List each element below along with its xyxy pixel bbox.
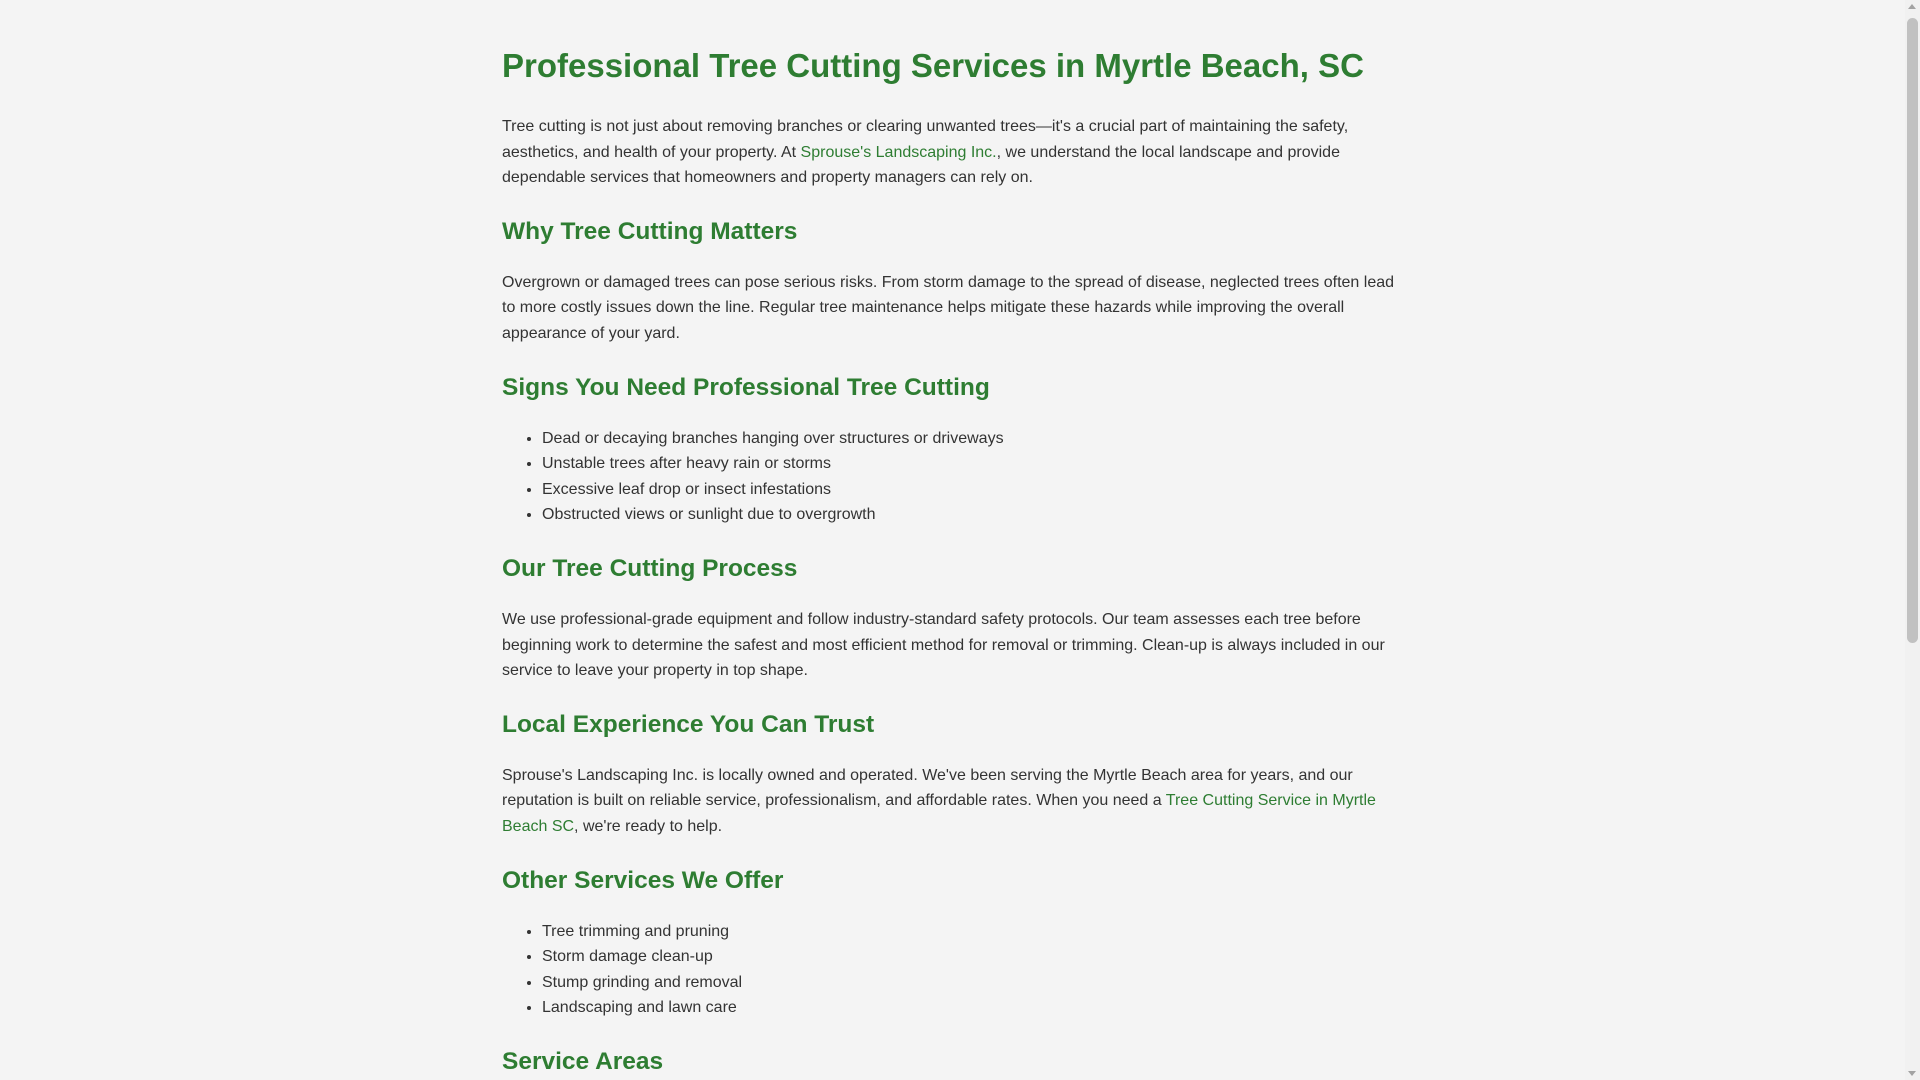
other-services-heading: Other Services We Offer [502, 866, 784, 894]
list-item: • Storm damage clean-up [542, 944, 1402, 970]
scrollbar-thumb[interactable] [1907, 18, 1918, 643]
local-experience-paragraph [502, 763, 1402, 840]
service-areas-heading: Service Areas [502, 1047, 664, 1075]
local-experience-heading: Local Experience You Can Trust [502, 710, 875, 738]
intro-text-after-link: , we understand the local landscape and provide dependable services that homeowners and property managers can rely on. [502, 143, 1340, 187]
process-paragraph: We use professional-grade equipment and follow industry-standard safety protocols. Our team assesses each tree before beginning work to determine the safest and most efficient method for removal or trimming. Clean-up is always included in our service to leave your property in top shape. [502, 610, 1385, 680]
scroll-up-arrow-icon[interactable] [1908, 4, 1916, 9]
local-text-after-link: , we're ready to help. [574, 817, 723, 835]
list-item: • Dead or decaying branches hanging over structures or driveways [542, 426, 1402, 452]
list-item: • Excessive leaf drop or insect infestations [542, 477, 1402, 503]
why-tree-cutting-heading: Why Tree Cutting Matters [502, 217, 798, 245]
intro-text-before-link: Tree cutting is not just about removing branches or clearing unwanted trees—it's a crucial part of maintaining the safety, aesthetics, and health of your property. At [502, 118, 1349, 161]
list-item: • Unstable trees after heavy rain or storms [542, 451, 1402, 477]
sprouses-landscaping-link[interactable]: Sprouse's Landscaping Inc. [800, 143, 997, 161]
list-item: • Landscaping and lawn care [542, 995, 1402, 1021]
list-item: • Tree trimming and pruning [542, 919, 1402, 945]
signs-list [502, 426, 1402, 528]
process-heading: Our Tree Cutting Process [502, 554, 798, 582]
list-item: • Obstructed views or sunlight due to overgrowth [542, 502, 1402, 528]
page-scrollbar[interactable] [1905, 0, 1920, 1080]
other-services-list [502, 919, 1402, 1021]
article [502, 0, 1402, 1077]
why-tree-cutting-paragraph: Overgrown or damaged trees can pose serious risks. From storm damage to the spread of disease, neglected trees often lead to more costly issues down the line. Regular tree maintenance helps mitigate these hazards while improving the overall appearance of your yard. [502, 273, 1395, 342]
list-item: • Stump grinding and removal [542, 970, 1402, 996]
page-title: Professional Tree Cutting Services in Myrtle Beach, SC [502, 47, 1364, 84]
intro-paragraph [502, 114, 1402, 191]
signs-heading: Signs You Need Professional Tree Cutting [502, 373, 990, 401]
tree-cutting-service-link[interactable]: Tree Cutting Service in Myrtle Beach SC [502, 792, 1376, 835]
scroll-down-arrow-icon[interactable] [1908, 1071, 1916, 1076]
local-text-before-link: Sprouse's Landscaping Inc. is locally owned and operated. We've been serving the Myrtle Beach area for years, and our reputation is built on reliable service, professionalism, and affordable rates. When you need a [502, 766, 1353, 810]
